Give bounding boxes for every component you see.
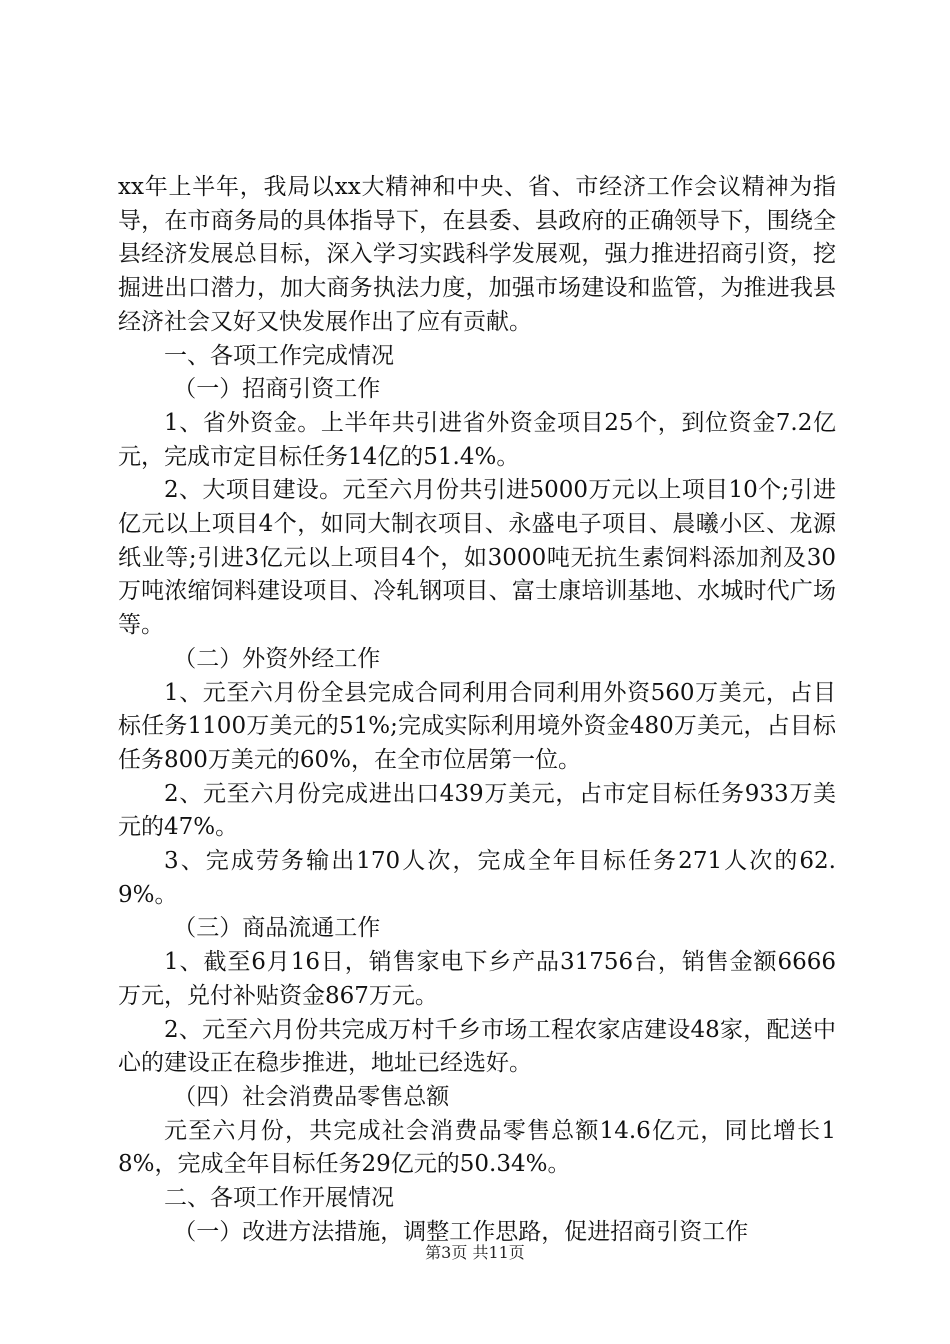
subsection-heading-circulation: （三）商品流通工作 <box>173 915 381 942</box>
paragraph-retail-sales: 元至六月份，共完成社会消费品零售总额14.6亿元，同比增长18%，完成全年目标任务29亿元的50.34%。 <box>118 1117 836 1178</box>
subsection-heading-investment: （一）招商引资工作 <box>173 376 381 403</box>
document-body <box>118 171 836 1250</box>
paragraph-external-funds: 1、省外资金。上半年共引进省外资金项目25个，到位资金7.2亿元，完成市定目标任务14亿的51.4%。 <box>118 409 836 470</box>
section-heading-1: 一、各项工作完成情况 <box>164 342 394 369</box>
subsection-heading-retail: （四）社会消费品零售总额 <box>173 1083 450 1110</box>
page-number-footer: 第3页 共11页 <box>425 1243 525 1262</box>
paragraph-labor-export: 3、完成劳务输出170人次，完成全年目标任务271人次的62.9%。 <box>118 848 836 908</box>
subsection-heading-foreign: （二）外资外经工作 <box>173 645 381 672</box>
paragraph-rural-stores: 2、元至六月份共完成万村千乡市场工程农家店建设48家，配送中心的建设正在稳步推进，地址已经选好。 <box>118 1016 836 1077</box>
subsection-heading-methods: （一）改进方法措施，调整工作思路，促进招商引资工作 <box>173 1218 749 1245</box>
paragraph-appliances: 1、截至6月16日，销售家电下乡产品31756台，销售金额6666万元，兑付补贴资金867万元。 <box>118 949 836 1009</box>
paragraph-major-projects: 2、大项目建设。元至六月份共引进5000万元以上项目10个;引进亿元以上项目4个，如同大制衣项目、永盛电子项目、晨曦小区、龙源纸业等;引进3亿元以上项目4个，如3000吨无抗生素饲料添加剂及30万吨浓缩饲料建设项目、冷轧钢项目、富士康培训基地、水城时代广场等。 <box>118 477 836 639</box>
intro-paragraph: xx年上半年，我局以xx大精神和中央、省、市经济工作会议精神为指导，在市商务局的具体指导下，在县委、县政府的正确领导下，围绕全县经济发展总目标，深入学习实践科学发展观，强力推进招商引资，挖掘进出口潜力，加大商务执法力度，加强市场建设和监管，为推进我县经济社会又好又快发展作出了应有贡献。 <box>118 174 836 335</box>
paragraph-import-export: 2、元至六月份完成进出口439万美元，占市定目标任务933万美元的47%。 <box>118 780 836 841</box>
paragraph-foreign-capital: 1、元至六月份全县完成合同利用合同利用外资560万美元，占目标任务1100万美元的51%;完成实际利用境外资金480万美元，占目标任务800万美元的60%，在全市位居第一位。 <box>118 679 836 773</box>
section-heading-2: 二、各项工作开展情况 <box>164 1185 394 1212</box>
